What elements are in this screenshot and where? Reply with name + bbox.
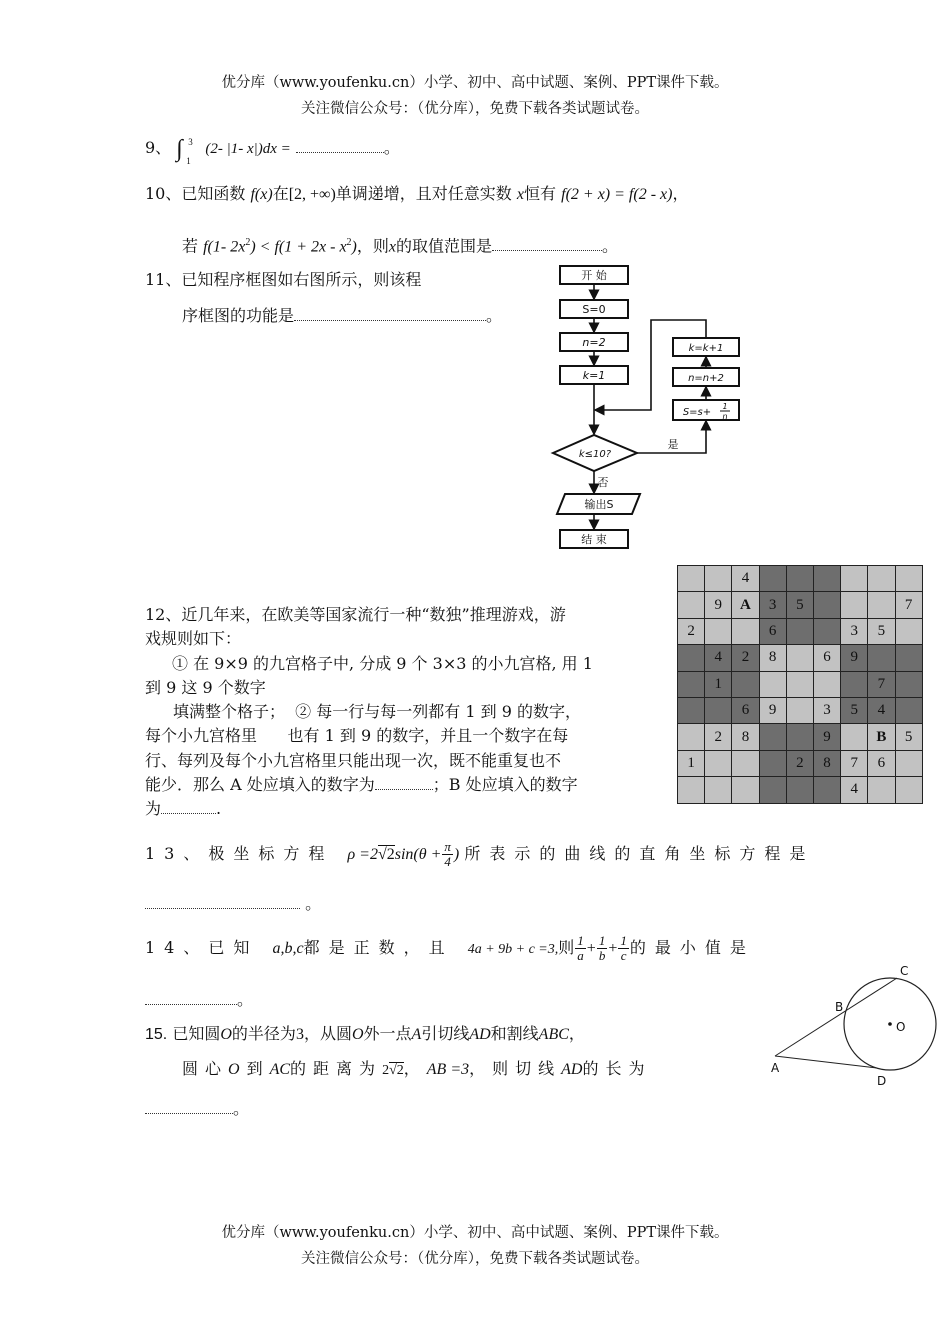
flow-s0-label: S=0	[582, 303, 606, 316]
sudoku-cell	[841, 724, 868, 750]
q14-expression: $\frac{1}{a}$ + $\frac{1}{b}$ + $\frac{1}{c}$	[577, 933, 627, 963]
sudoku-cell: 2	[678, 618, 705, 644]
sudoku-cell: 5	[786, 592, 813, 618]
label-d: D	[877, 1074, 887, 1088]
center-dot	[888, 1022, 892, 1026]
sudoku-cell	[759, 724, 786, 750]
sudoku-cell: 6	[813, 645, 840, 671]
sudoku-cell: 8	[759, 645, 786, 671]
sudoku-cell: 6	[868, 750, 895, 776]
q14-text-2: 都是正数，且	[303, 938, 454, 957]
sudoku-cell: 5	[868, 618, 895, 644]
sudoku-cell: 1	[678, 750, 705, 776]
sudoku-row	[678, 724, 923, 750]
q12-b-text: ；B 处应填入的数字	[432, 775, 578, 795]
q10-ineq-c: )	[351, 238, 357, 256]
q14-end: 。	[237, 990, 254, 1009]
sudoku-cell	[813, 566, 840, 592]
sudoku-cell	[705, 618, 732, 644]
sudoku-cell	[895, 671, 922, 697]
q10-then: ，则	[356, 236, 389, 256]
q12-line-5: 填满整个格子； ② 每一行与每一列都有 1 到 9 的数字，	[173, 702, 581, 722]
sudoku-cell: 3	[813, 697, 840, 723]
page-header	[0, 70, 950, 122]
q12-line-1: 12、近几年来，在欧美等国家流行一种“数独”推理游戏，游	[145, 605, 566, 624]
q15-answer-blank	[145, 1099, 233, 1114]
flow-ss-label: S=s+	[682, 407, 712, 418]
sudoku-cell: B	[868, 724, 895, 750]
q14-number: 14、	[145, 938, 209, 957]
q11-end: 。	[486, 306, 503, 325]
sudoku-cell	[705, 566, 732, 592]
sudoku-cell: 5	[841, 697, 868, 723]
q13-sqrt-val: 2	[386, 846, 395, 863]
sudoku-grid	[677, 565, 923, 804]
sudoku-cell	[895, 697, 922, 723]
sudoku-cell	[841, 592, 868, 618]
sudoku-cell	[759, 777, 786, 803]
q10-x-2: x	[388, 238, 396, 256]
sudoku-cell: 4	[868, 697, 895, 723]
flow-ss-frac-num: 1	[722, 402, 728, 411]
flow-kk-label: k=k+1	[688, 343, 724, 354]
q12-a-text: 能少．那么 A 处应填入的数字为	[145, 775, 375, 795]
q12-wei: 为	[145, 799, 162, 819]
q12-line-4: 到 9 这 9 个数字	[145, 677, 266, 697]
q10-number: 10、	[145, 184, 182, 203]
q10-interval: [2, +∞)	[288, 186, 336, 203]
sudoku-cell	[678, 777, 705, 803]
question-14	[145, 934, 755, 963]
q12-line-6: 每个小九宫格里 也有 1 到 9 的数字，并且一个数字在每	[145, 726, 569, 746]
question-15-line-2: 圆心O到AC的距离为2√2，AB =3，则切线AD的长为	[182, 1059, 652, 1078]
sudoku-cell: 2	[786, 750, 813, 776]
sudoku-cell: 9	[841, 645, 868, 671]
sudoku-cell	[678, 566, 705, 592]
q13-sqrt: √2	[377, 846, 395, 863]
q12-line-8	[145, 773, 665, 797]
sudoku-cell	[786, 645, 813, 671]
sudoku-cell	[868, 645, 895, 671]
flow-no-label: 否	[597, 476, 609, 489]
question-12	[145, 603, 665, 822]
sudoku-cell: 7	[868, 671, 895, 697]
q10-x: x	[516, 186, 525, 203]
sudoku-cell: 8	[732, 724, 759, 750]
q14-text-4: 的最小值是	[629, 938, 755, 957]
q14-then: 则	[558, 938, 575, 957]
sudoku-cell: 9	[759, 697, 786, 723]
q11-answer-blank	[294, 306, 486, 321]
q9-number: 9、	[145, 138, 172, 157]
sudoku-cell	[786, 566, 813, 592]
sudoku-cell: 6	[732, 697, 759, 723]
q13-close: )	[453, 846, 460, 863]
q14-answer-line	[145, 988, 253, 1012]
label-c: C	[900, 964, 909, 978]
sudoku-cell: 9	[705, 592, 732, 618]
q14-text-1: 已知	[208, 938, 259, 957]
q9-upper-limit: 3	[188, 137, 193, 147]
q13-number: 13、	[145, 844, 209, 863]
flow-k1-label: k=1	[582, 369, 606, 382]
q10-range-text: 的取值范围是	[396, 236, 493, 256]
sudoku-row	[678, 671, 923, 697]
sudoku-cell	[813, 618, 840, 644]
q15-distance: 2√2	[382, 1063, 404, 1078]
q14-condition: 4a + 9b + c =3,	[467, 942, 559, 957]
q10-text-4: 恒有	[524, 184, 557, 203]
q13-answer-blank	[145, 894, 300, 909]
label-b: B	[835, 1000, 844, 1014]
q9-answer-blank	[296, 138, 384, 153]
footer-line-2: 关注微信公众号：（优分库），免费下载各类试题试卷。	[301, 1251, 649, 1267]
q12-line-7: 行、每列及每个小九宫格里只能出现一次，既不能重复也不	[145, 750, 562, 770]
question-11-line-2	[182, 304, 502, 328]
question-9	[145, 134, 400, 166]
sudoku-cell	[678, 645, 705, 671]
q10-answer-blank	[492, 236, 602, 251]
q13-text-1: 极坐标方程	[208, 844, 334, 863]
sudoku-cell: A	[732, 592, 759, 618]
sudoku-cell: 4	[732, 566, 759, 592]
flow-end-label: 结 束	[581, 533, 607, 546]
sudoku-cell	[759, 750, 786, 776]
q12-a-blank	[375, 775, 433, 790]
q13-rho: ρ =2	[347, 846, 378, 863]
sudoku-cell	[868, 592, 895, 618]
flow-yes-label: 是	[667, 438, 679, 451]
q11-text-2: 序框图的功能是	[182, 306, 295, 325]
sudoku-row	[678, 618, 923, 644]
sudoku-row	[678, 566, 923, 592]
sudoku-cell	[786, 671, 813, 697]
q10-equation: f(2 + x) = f(2 - x)	[561, 186, 673, 203]
sudoku-cell	[705, 697, 732, 723]
q12-period: .	[216, 799, 222, 819]
sudoku-cell	[813, 592, 840, 618]
sudoku-cell	[678, 592, 705, 618]
page-footer	[0, 1220, 950, 1272]
q15-end: 。	[233, 1099, 250, 1118]
question-13	[145, 840, 814, 869]
flow-output-label: 输出S	[584, 498, 614, 511]
sudoku-row	[678, 592, 923, 618]
footer-line-1: 优分库（www.youfenku.cn）小学、初中、高中试题、案例、PPT课件下载。	[221, 1225, 729, 1241]
q12-line-2: 戏规则如下：	[145, 629, 242, 649]
q10-square-1: 2	[245, 237, 251, 248]
q10-square-2: 2	[346, 237, 352, 248]
flow-start-label: 开 始	[581, 269, 607, 282]
sudoku-cell	[841, 566, 868, 592]
q13-pi-over-4: $\frac{\pi}{4}$	[444, 839, 451, 869]
sudoku-cell	[759, 671, 786, 697]
sudoku-cell: 3	[841, 618, 868, 644]
q15-answer-line	[145, 1097, 249, 1121]
sudoku-cell	[732, 618, 759, 644]
tangent-ad	[775, 1056, 877, 1068]
q10-text-1: 已知函数	[181, 184, 246, 203]
circle-figure	[765, 958, 945, 1090]
sudoku-cell	[678, 724, 705, 750]
sudoku-cell	[759, 566, 786, 592]
flow-condition-label: k≤10?	[578, 449, 612, 460]
sudoku-cell: 2	[732, 645, 759, 671]
header-line-1: 优分库（www.youfenku.cn）小学、初中、高中试题、案例、PPT课件下载。	[221, 75, 729, 91]
q10-end: 。	[602, 236, 619, 256]
sudoku-cell	[786, 724, 813, 750]
sudoku-cell	[895, 777, 922, 803]
sudoku-cell: 6	[759, 618, 786, 644]
header-line-2: 关注微信公众号：（优分库），免费下载各类试题试卷。	[301, 101, 649, 117]
q13-sin: sin(θ +	[394, 846, 442, 863]
q14-vars: a,b,c	[272, 940, 304, 957]
q12-b-blank	[161, 799, 216, 814]
sudoku-row	[678, 645, 923, 671]
sudoku-cell: 2	[705, 724, 732, 750]
q13-end: 。	[305, 894, 322, 913]
sudoku-cell	[786, 697, 813, 723]
flow-n2-label: n=2	[582, 336, 606, 349]
q10-fx: f(x)	[250, 186, 273, 203]
sudoku-row	[678, 777, 923, 803]
question-10-line-2	[182, 231, 618, 259]
q10-ineq-a: f(1- 2x	[203, 238, 246, 256]
question-11-line-1	[145, 268, 421, 292]
sudoku-cell	[786, 618, 813, 644]
sudoku-cell: 4	[705, 645, 732, 671]
sudoku-cell: 1	[705, 671, 732, 697]
sudoku-cell	[895, 566, 922, 592]
q10-if: 若	[182, 236, 199, 256]
q12-line-9	[145, 797, 665, 821]
question-10-line-1	[145, 182, 688, 207]
sudoku-cell	[678, 697, 705, 723]
sudoku-cell	[705, 777, 732, 803]
integral-sign: ∫ 3 1	[176, 134, 200, 160]
sudoku-cell: 3	[759, 592, 786, 618]
sudoku-cell	[786, 777, 813, 803]
sudoku-cell	[678, 671, 705, 697]
sudoku-cell: 8	[813, 750, 840, 776]
sudoku-cell	[732, 777, 759, 803]
label-a: A	[771, 1061, 780, 1075]
q15-number: 15.	[145, 1026, 168, 1043]
q13-text-2: 所表示的曲线的直角坐标方程是	[464, 844, 815, 863]
sudoku-cell	[813, 777, 840, 803]
q13-equation	[347, 839, 464, 869]
sudoku-cell: 7	[841, 750, 868, 776]
sudoku-cell: 5	[895, 724, 922, 750]
q10-text-2: 在	[272, 184, 289, 203]
q13-answer-line	[145, 892, 321, 916]
sudoku-row	[678, 697, 923, 723]
sudoku-cell	[732, 671, 759, 697]
sudoku-cell	[732, 750, 759, 776]
sudoku-cell: 4	[841, 777, 868, 803]
sudoku-cell	[813, 671, 840, 697]
sudoku-row	[678, 750, 923, 776]
sudoku-cell	[868, 566, 895, 592]
q10-text-3: 单调递增，且对任意实数	[335, 184, 512, 203]
question-15-line-1: 15. 已知圆O的半径为3，从圆O外一点A引切线AD和割线ABC，	[145, 1024, 585, 1043]
q12-line-3: ① 在 9×9 的九宫格子中, 分成 9 个 3×3 的小九宫格, 用 1	[172, 653, 593, 673]
sudoku-cell: 9	[813, 724, 840, 750]
flow-ss-frac-den: n	[722, 412, 728, 421]
q9-end: 。	[383, 138, 400, 157]
sudoku-cell: 7	[895, 592, 922, 618]
sudoku-cell	[841, 671, 868, 697]
q10-ineq-b: ) < f(1 + 2x - x	[250, 238, 347, 256]
q9-integrand: (2- |1- x|)dx =	[205, 141, 291, 157]
sudoku-cell	[895, 618, 922, 644]
sudoku-cell	[868, 777, 895, 803]
flow-nn-label: n=n+2	[688, 373, 724, 384]
q14-answer-blank	[145, 990, 237, 1005]
sudoku-cell	[895, 645, 922, 671]
sudoku-cell	[705, 750, 732, 776]
flowchart	[545, 258, 745, 553]
label-o: O	[896, 1020, 906, 1034]
q11-text-1: 已知程序框图如右图所示，则该程	[181, 270, 422, 289]
q10-text-5: ，	[672, 184, 689, 203]
sudoku-cell	[895, 750, 922, 776]
secant-abc	[775, 978, 897, 1056]
q11-number: 11、	[145, 270, 182, 289]
q9-lower-limit: 1	[186, 156, 191, 166]
